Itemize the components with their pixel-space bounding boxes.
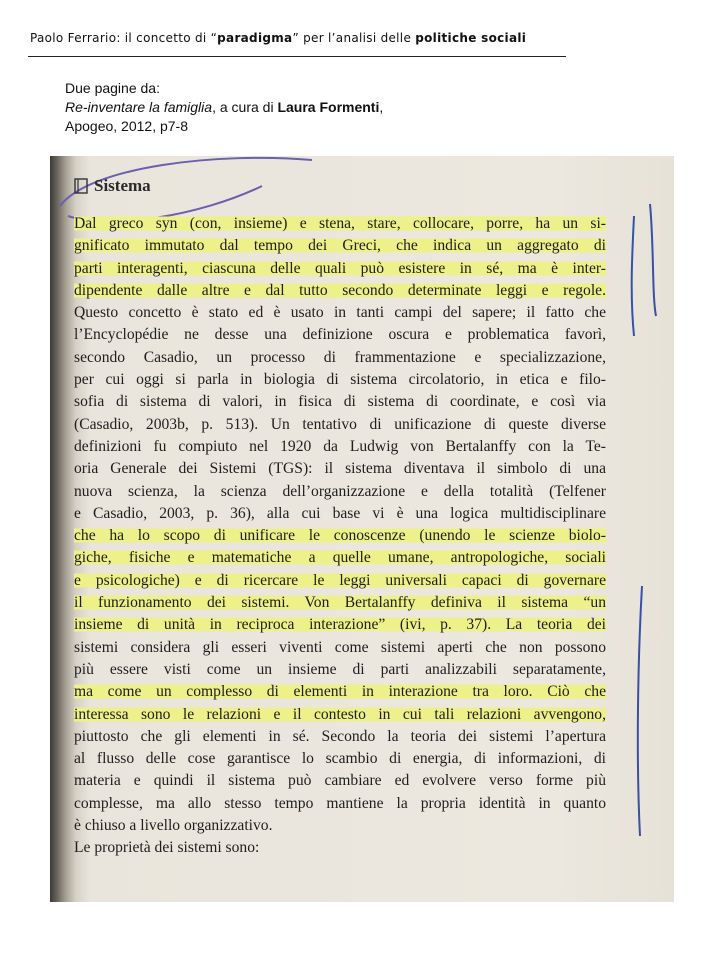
book-title: Re-inventare la famiglia	[65, 99, 213, 115]
text-line: che ha lo scopo di unificare le conoscenze (unendo le scienze biolo-	[74, 527, 606, 545]
text-line: il funzionamento dei sistemi. Von Bertalanffy definiva il sistema “un	[74, 594, 606, 612]
text-line: oria Generale dei Sistemi (TGS): il sistema diventava il simbolo di una	[74, 460, 606, 478]
text-line: dipendente dalle altre e dal tutto secondo determinate leggi e regole.	[74, 281, 606, 299]
text-line: materia e quindi il sistema può cambiare ed evolvere verso forme più	[74, 772, 606, 790]
text-line: definizioni fu compiuto nel 1920 da Ludwig von Bertalanffy con la Te-	[74, 437, 606, 455]
text-line: (Casadio, 2003b, p. 513). Un tentativo di unificazione di queste diverse	[74, 415, 606, 433]
header-middle: ” per l’analisi delle	[292, 31, 416, 45]
text-line: nuova scienza, la scienza dell’organizzazione e della totalità (Telfener	[74, 482, 606, 500]
text-line: interessa sono le relazioni e il contesto in cui tali relazioni avvengono,	[74, 705, 606, 723]
text-line: gnificato immutato dal tempo dei Greci, che indica un aggregato di	[74, 237, 606, 255]
text-line: e psicologiche) e di ricercare le leggi universali capaci di governare	[74, 571, 606, 589]
header-topic: politiche sociali	[415, 31, 527, 45]
text-line: secondo Casadio, un processo di frammentazione e specializzazione,	[74, 348, 606, 366]
editor-name: Laura Formenti	[277, 99, 380, 115]
text-line: sofia di sistema di valori, in fisica di sistema di coordinate, e così via	[74, 393, 606, 411]
text-line: e Casadio, 2003, p. 36), alla cui base vi è una logica multidisciplinare	[74, 504, 606, 522]
source-line-1: Due pagine da:	[65, 80, 160, 96]
header-prefix: Paolo Ferrario: il concetto di “	[30, 31, 218, 45]
curated-prefix: , a cura di	[212, 99, 278, 115]
text-line: piuttosto che gli elementi in sé. Secondo la teoria dei sistemi l’apertura	[74, 727, 606, 745]
source-comma: ,	[379, 99, 384, 115]
text-line: complesse, ma allo stesso tempo mantiene la propria identità in quanto	[74, 794, 606, 812]
text-line: parti interagenti, ciascuna delle quali può esistere in sé, ma è inter-	[74, 259, 606, 277]
text-line: insieme di unità in reciproca interazione” (ivi, p. 37). La teoria dei	[74, 616, 606, 634]
header-keyword: paradigma	[217, 31, 293, 45]
slide-header	[30, 31, 570, 45]
text-line: l’Encyclopédie ne desse una definizione oscura e problematica favorì,	[74, 326, 606, 344]
source-line-3: Apogeo, 2012, p7-8	[65, 118, 188, 134]
section-heading	[74, 176, 151, 196]
section-title: Sistema	[94, 176, 151, 195]
header-divider	[28, 56, 566, 57]
scanned-page	[50, 156, 674, 902]
book-icon	[74, 178, 88, 194]
text-line: è chiuso a livello organizzativo.	[74, 817, 273, 835]
text-line: Questo concetto è stato ed è usato in tanti campi del sapere; il fatto che	[74, 304, 606, 322]
text-line: sistemi considera gli esseri viventi come sistemi aperti che non possono	[74, 638, 606, 656]
source-line-2	[65, 98, 383, 117]
text-line: ma come un complesso di elementi in interazione tra loro. Ciò che	[74, 683, 606, 701]
text-line: Dal greco syn (con, insieme) e stena, stare, collocare, porre, ha un si-	[74, 215, 606, 232]
text-line: più essere visti come un insieme di parti analizzabili separatamente,	[74, 660, 606, 678]
margin-pen-marks	[620, 196, 674, 896]
book-paragraph	[74, 213, 606, 860]
text-line: per cui oggi si parla in biologia di sistema circolatorio, in etica e filo-	[74, 371, 606, 389]
text-line: Le proprietà dei sistemi sono:	[74, 839, 260, 857]
source-citation	[65, 79, 383, 136]
text-line: al flusso delle cose garantisce lo scambio di energia, di informazioni, di	[74, 750, 606, 768]
text-line: giche, fisiche e matematiche a quelle umane, antropologiche, sociali	[74, 549, 606, 567]
